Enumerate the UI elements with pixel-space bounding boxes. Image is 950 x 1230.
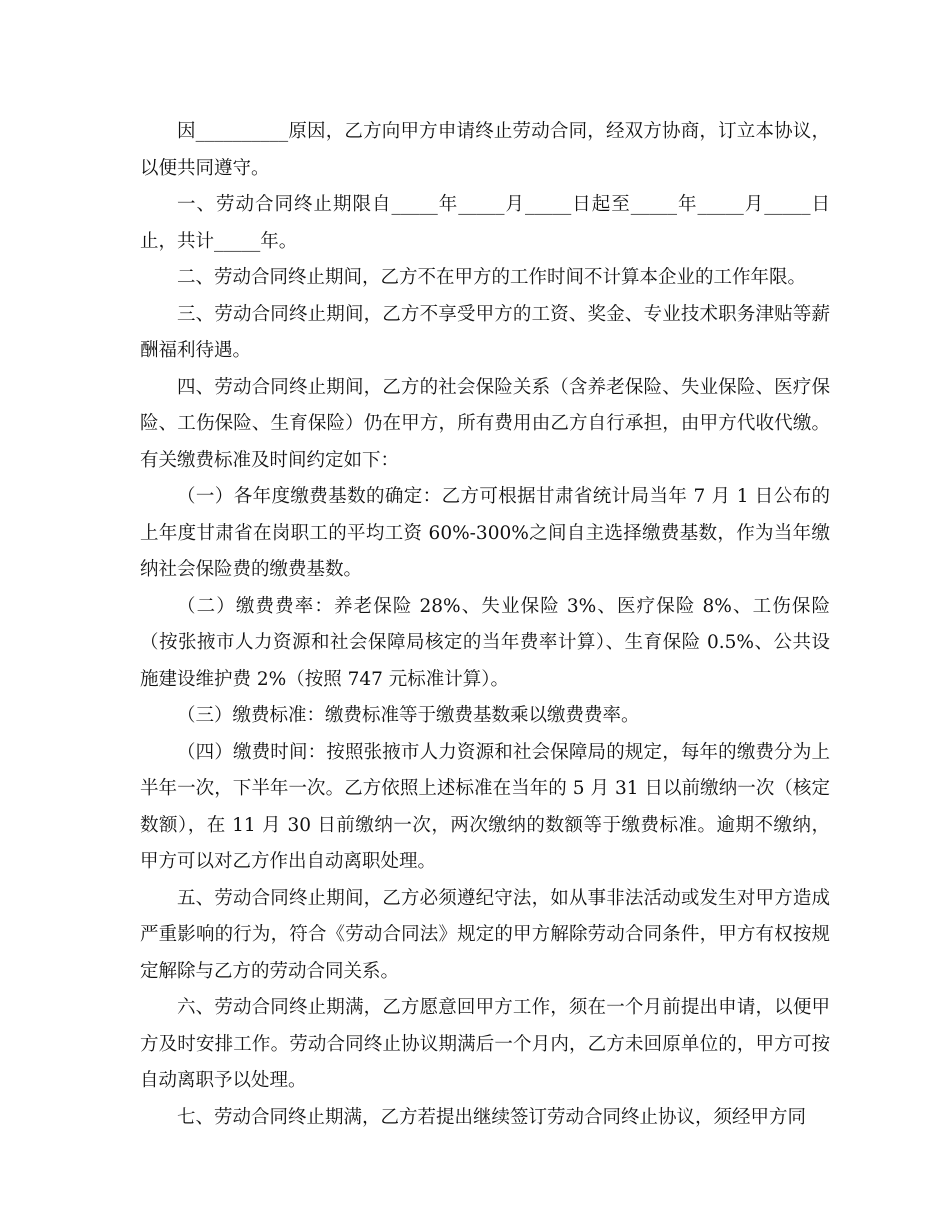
paragraph-base: （一）各年度缴费基数的确定：乙方可根据甘肃省统计局当年 7 月 1 日公布的上年度甘肃省在岗职工的平均工资 60%-300%之间自主选择缴费基数，作为当年缴纳社会保险费的缴费基数。: [140, 486, 830, 580]
paragraph-standard: （三）缴费标准：缴费标准等于缴费基数乘以缴费费率。: [177, 705, 640, 726]
document-body: [140, 114, 830, 1136]
paragraph-work-years: 二、劳动合同终止期间，乙方不在甲方的工作时间不计算本企业的工作年限。: [177, 267, 807, 288]
paragraph-payment-time: （四）缴费时间：按照张掖市人力资源和社会保障局的规定，每年的缴费分为上半年一次，下半年一次。乙方依照上述标准在当年的 5 月 31 日以前缴纳一次（核定数额），在 11 月 30 日前缴纳一次，两次缴纳的数额等于缴费标准。逾期不缴纳，甲方可以对乙方作出自动离职处理。: [140, 741, 830, 872]
paragraph-term: 一、劳动合同终止期限自_____年_____月_____日起至_____年_____月_____日止，共计_____年。: [140, 194, 830, 252]
paragraph-renewal: 七、劳动合同终止期满，乙方若提出继续签订劳动合同终止协议，须经甲方同: [177, 1106, 807, 1128]
paragraph-rates: （二）缴费费率：养老保险 28%、失业保险 3%、医疗保险 8%、工伤保险（按张掖市人力资源和社会保障局核定的当年费率计算）、生育保险 0.5%、公共设施建设维护费 2%（按照 747 元标准计算）。: [140, 595, 830, 690]
paragraph-social-insurance: 四、劳动合同终止期间，乙方的社会保险关系（含养老保险、失业保险、医疗保险、工伤保险、生育保险）仍在甲方，所有费用由乙方自行承担，由甲方代收代缴。有关缴费标准及时间约定如下：: [140, 376, 830, 471]
paragraph-preamble: 因__________原因，乙方向甲方申请终止劳动合同，经双方协商，订立本协议，以便共同遵守。: [140, 121, 830, 179]
paragraph-return: 六、劳动合同终止期满，乙方愿意回甲方工作，须在一个月前提出申请，以便甲方及时安排工作。劳动合同终止协议期满后一个月内，乙方未回原单位的，甲方可按自动离职予以处理。: [140, 997, 830, 1091]
paragraph-discipline: 五、劳动合同终止期间，乙方必须遵纪守法，如从事非法活动或发生对甲方造成严重影响的行为，符合《劳动合同法》规定的甲方解除劳动合同条件，甲方有权按规定解除与乙方的劳动合同关系。: [140, 887, 830, 982]
paragraph-salary: 三、劳动合同终止期间，乙方不享受甲方的工资、奖金、专业技术职务津贴等薪酬福利待遇。: [140, 303, 830, 361]
